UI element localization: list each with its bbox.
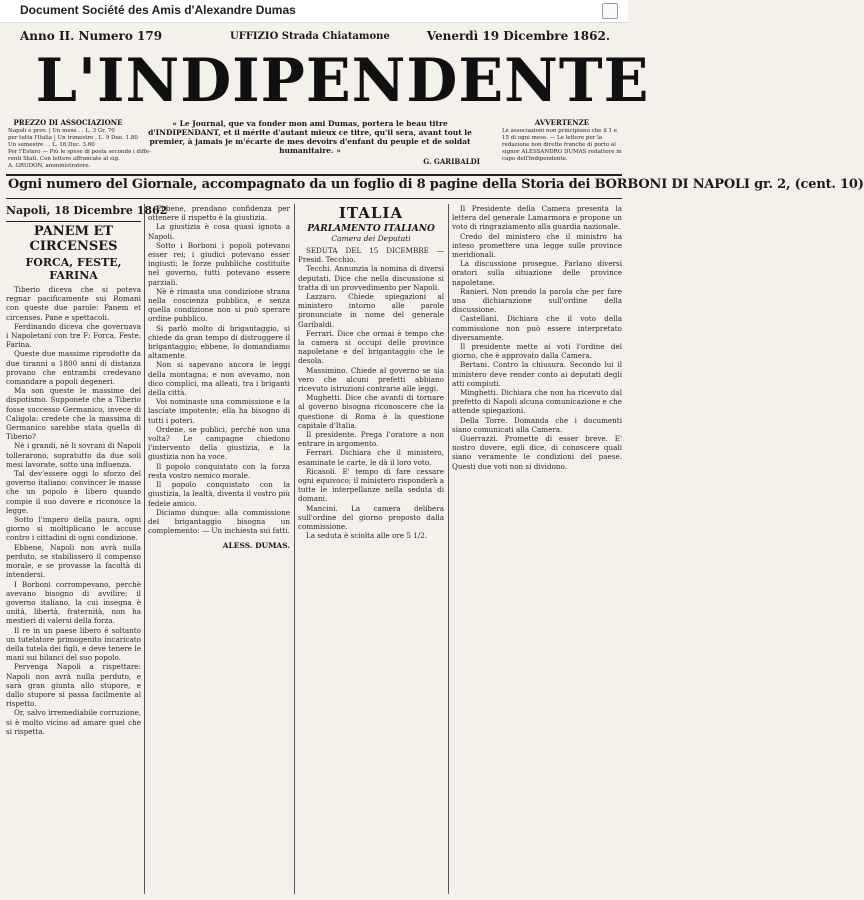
paragraph: La discussione prosegue. Parlano diversi oratori sulla situazione delle province napoletane. [452,259,622,287]
masthead-title: L'INDIPENDENTE [35,46,650,116]
article-headline: PANEM ET CIRCENSES [6,221,141,254]
paragraph: Mughetti. Dice che avanti di tornare al governo bisogna riconoscere che la questione di Roma è la questione capitale d'Italia. [298,393,444,430]
paragraph: Nè i grandi, nè li sovrani di Napoli tollerarono, sopratutto da due soli mesi lavorate, sotto una influenza. [6,441,141,469]
article-subheadline: FORCA, FESTE, FARINA [25,256,122,282]
paragraph: Bertani. Contro la chiusura. Secondo lui il ministero deve render conto ai deputati degli atti compiuti. [452,360,622,388]
paragraph: Non si sapevano ancora le leggi della montagna; e non avevamo, non dico complici, ma alleati, tra i briganti della città. [148,360,290,398]
subscription-row: per tutta l'Italia | Un trimestre . L. 9 Due. 1.80 [8,135,138,141]
dateline [12,29,616,45]
column-italia [298,204,444,894]
paragraph: Queste due massime riprodotte da due tiranni a 1800 anni di distanza provano che entrambi credevano comandare a popoli degeneri. [6,349,141,387]
subscription-row: renti Stati. Con lettere affrancate al sig. [8,156,120,162]
issue-date: Venerdì 19 Dicembre 1862. [426,29,610,43]
subscription-row: A. GRUDON, amministratore. [8,163,91,169]
motto-signature: G. GARIBALDI [423,157,480,166]
article-dateline: Napoli, 18 Dicembre 1862 [6,204,168,217]
notice-box [502,119,622,171]
paragraph: Il re in un paese libero è soltanto un tutelatore primogenito incaricato della tutela dei figli, e deve tenere le mani sui bilanci del suo popolo. [6,625,141,663]
paragraph: Massimino. Chiede al governo se sia vero che alcuni prefetti abbiano ricevuto istruzioni contrarie alle leggi. [298,365,444,394]
paragraph: Voi nominaste una commissione e la lasciate impotente; ella ha bisogno di tutti i poteri. [148,397,290,425]
paragraph: Il Presidente della Camera presenta la lettera del generale Lamarmora e propone un voto di ringraziamento alla guardia nazionale. [452,204,622,232]
subscription-row: Per l'Estero — Più le spese di posta secondo i diffe- [8,149,151,155]
paragraph: Ebbene, Napoli non avrà nulla perduto, se stabilissero il compenso morale, e se provasse la facoltà di intendersi. [6,542,141,580]
paragraph: La giustizia è cosa quasi ignota a Napoli. [148,222,290,241]
paragraph: Tiberio diceva che si poteva regnar pacificamente sui Romani con queste due parole: Panem et circenses. Pane e spettacoli. [6,285,141,322]
paragraph: Credo del ministero che il ministro ha inteso promettere una legge sulle province meridionali. [452,231,622,260]
column-editorial [6,204,168,894]
document-title: Document Société des Amis d'Alexandre Dumas [20,3,296,17]
paragraph: Ferrari. Dice che ormai è tempo che la camera si occupi delle province napoletane e del brigantaggio che le desola. [298,328,444,366]
divider [6,174,622,176]
paragraph: Sotto l'impero della paura, ogni giorno si moltiplicano le accuse contro i cittadini di ogni condizione. [6,515,141,543]
menu-icon[interactable] [602,3,618,19]
author-signature: ALESS. DUMAS. [222,541,290,551]
section-chamber: Camera dei Deputati [331,234,411,243]
paragraph: Il popolo conquistato con la forza resta vostro nemico morale. [148,461,290,480]
paragraph: Tal dev'essere oggi lo sforzo del governo italiano: convincer le masse che un popolo è libero quando compie il suo dovere e riconosce la legge. [6,469,141,515]
divider [6,198,622,199]
paragraph: Ebbene, prendano confidenza per ottenere il rispetto è la giustizia. [148,204,290,223]
subscription-box [8,118,151,171]
paragraph: Mancini. La camera delibera sull'ordine del giorno proposto dalla commissione. [298,503,444,532]
column-parliament-continued [452,204,622,894]
paragraph: Minghetti. Dichiara che non ha ricevuto dal prefetto di Napoli alcuna comunicazione e che attende spiegazioni. [452,388,622,416]
paragraph: Il popolo conquistato con la giustizia, la lealtà, diventa il vostro più fedele amico. [148,480,290,508]
paragraph: Della Torre. Domanda che i documenti siano comunicati alla Camera. [452,415,622,434]
paragraph: Ranieri. Non prendo la parola che per fare una dichiarazione sull'ordine della discussione. [452,286,622,315]
paragraph: Ferdinando diceva che governava i Napoletani con tre F: Forca, Feste, Farina. [6,321,141,350]
paragraph: Ferrari. Dichiara che il ministero, esaminate le carte, le dà il loro voto. [298,448,444,467]
paragraph: La seduta è sciolta alle ore 5 1/2. [306,531,428,541]
office-address: UFFIZIO Strada Chiatamone [230,31,390,42]
notice-text: Le associazioni non principiano che il 1 e 15 di ogni mese. — Le lettere per la redazione non dirette franche di porto al signor ALESSANDRO DUMAS redattore in capo dell'Indipendente. [502,128,622,162]
column-divider [448,204,449,894]
paragraph: Lazzaro. Chiede spiegazioni al ministero intorno alle parole pronunciate in nome del generale Garibaldi. [298,292,444,329]
subscription-row: Un semestre . . L. 18 Duc. 3.60 [8,142,95,148]
column-divider [294,204,295,894]
paragraph: Ordene, se publici, perchè non una volta? Le campagne chiedono l'intervento della giustizia, e la giustizia non ha voce. [148,424,290,462]
column-divider [144,204,145,894]
issue-number: Anno II. Numero 179 [20,29,163,43]
subscription-header: PREZZO DI ASSOCIAZIONE [13,118,123,127]
paragraph: Guerrazzi. Promette di esser breve. E' nostro dovere, egli dice, di conoscere quali siano veramente le condizioni del paese. Questi due voti non si dividono. [452,434,622,471]
motto-text: « Le Journal, que va fonder mon ami Dumas, portera le beau titre d'INDIPENDANT, et il mérite d'autant mieux ce titre, qu'il sera, avant tout le premier, à jamais je m'écarte de mes devoirs d'enfant du peuple et de soldat humanitaire. » [148,119,472,155]
paragraph: Nè è rimasta una condizione strana nella coscienza pubblica, e senza quella condizione non si può sperare ordine pubblico. [148,286,290,324]
paragraph: I Borboni corrompevano, perchè avevano bisogno di avvilire; il governo italiano, la cui insegna è unità, libertà, fraternità, non ha mestieri di valersi della forza. [6,579,141,626]
supplement-notice: Ogni numero del Giornale, accompagnato da un foglio di 8 pagine della Storia dei BORBONI DI NAPOLI gr. 2, (cent. 10) [8,177,864,192]
column-editorial-continued [148,204,290,894]
paragraph: SEDUTA DEL 15 DICEMBRE — Presid. Tecchio. [298,246,444,265]
subscription-row: Napoli e prov. | Un mese . . L. 3 Gr. 70 [8,128,115,134]
section-headline: ITALIA [338,204,404,222]
garibaldi-motto [140,119,480,171]
paragraph: Il presidente. Prega l'oratore a non entrare in argomento. [298,430,444,449]
paragraph: Pervenga Napoli a rispettare: Napoli non avrà nulla perduto, e sarà gran giunta allo stupore, e dallo stupore si passa facilmente al rispetto. [6,662,141,709]
paragraph: Castellani. Dichiara che il voto della commissione non può essere interpretato diversamente. [452,314,622,342]
section-subheadline: PARLAMENTO ITALIANO [307,224,435,234]
document-title-bar [0,0,628,23]
paragraph: Il presidente mette ai voti l'ordine del giorno, che è approvato dalla Camera. [452,342,622,361]
paragraph: Si parlò molto di brigantaggio, si chiede da gran tempo di distruggere il brigantaggio; ebbene, lo domandiamo altamente. [148,323,290,361]
paragraph: Or, salvo irremediabile corruzione, si è molto vicino ad amare quel che si rispetta. [6,708,141,736]
paragraph: Ma son queste le massime del dispotismo. Supponete che a Tiberio fosse successo Germanico, invece di Caligola: credete che la massima di Germanico sarebbe stata quella di Tiberio? [6,386,141,442]
notice-header: AVVERTENZE [534,118,590,127]
paragraph: Ricasoli. E' tempo di fare cessare ogni equivoco; il ministero risponderà a tutte le interpellanze nella seduta di domani. [298,466,444,504]
paragraph: Diciamo dunque: alla commissione del brigantaggio bisogna un complemento: — Un inchiesta sui fatti. [148,507,290,536]
paragraph: Sotto i Borboni i popoli potevano esser rei; i giudici potevano esser ingiusti; le forze pubbliche costituite nel governo, tutti potevano essere parziali. [148,240,290,287]
paragraph: Tecchi. Annunzia la nomina di diversi deputati. Dice che nella discussione si tratta di un provvedimento per Napoli. [298,264,444,292]
